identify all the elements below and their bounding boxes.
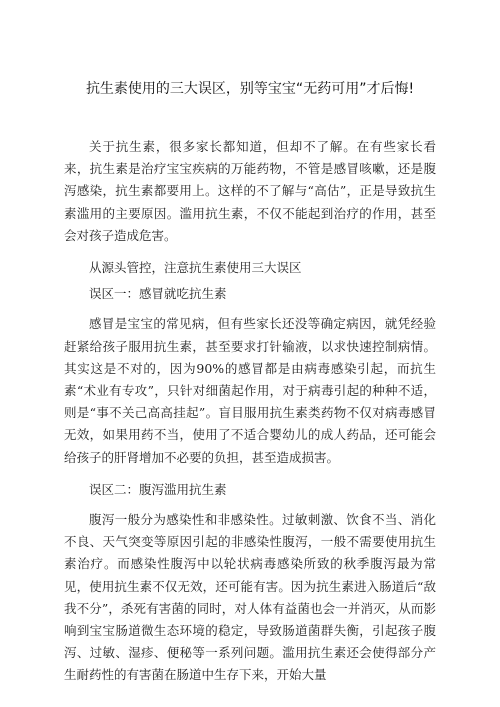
myth-two-paragraph: 腹泻一般分为感染性和非感染性。过敏刺激、饮食不当、消化不良、天气突变等原因引起的非感染性腹泻，一般不需要使用抗生素治疗。而感染性腹泻中以轮状病毒感染所致的秋季腹泻最为常见，使用抗生素不仅无效，还可能有害。因为抗生素进入肠道后“敌我不分”，杀死有害菌的同时，对人体有益菌也会一并消灭，从而影响到宝宝肠道微生态环境的稳定，导致肠道菌群失衡，引起孩子腹泻、过敏、湿疹、便秘等一系列问题。滥用抗生素还会使得部分产生耐药性的有害菌在肠道中生存下来，开始大量 xyxy=(64,512,436,683)
document-title: 抗生素使用的三大误区，别等宝宝“无药可用”才后悔! xyxy=(85,81,415,97)
myth-two-heading: 误区二：腹泻滥用抗生素 xyxy=(89,481,227,497)
intro-paragraph: 关于抗生素，很多家长都知道，但却不了解。在有些家长看来，抗生素是治疗宝宝疾病的万能药物，不管是感冒咳嗽，还是腹泻感染，抗生素都要用上。这样的不了解与“高估”，正是导致抗生素滥用的主要原因。滥用抗生素，不仅不能起到治疗的作用，甚至会对孩子造成危害。 xyxy=(64,139,436,243)
section-heading: 从源头管控，注意抗生素使用三大误区 xyxy=(89,260,302,276)
document-body xyxy=(64,136,436,697)
myth-one-paragraph: 感冒是宝宝的常见病，但有些家长还没等确定病因，就凭经验赶紧给孩子服用抗生素，甚至要求打针输液，以求快速控制病情。其实这是不对的，因为90%的感冒都是由病毒感染引起，而抗生素“术业有专攻”，只针对细菌起作用，对于病毒引起的种种不适，则是“事不关己高高挂起”。盲目服用抗生素类药物不仅对病毒感冒无效，如果用药不当，使用了不适合婴幼儿的成人药品，还可能会给孩子的肝肾增加不必要的负担，甚至造成损害。 xyxy=(64,316,436,465)
myth-one-heading: 误区一：感冒就吃抗生素 xyxy=(89,286,227,302)
